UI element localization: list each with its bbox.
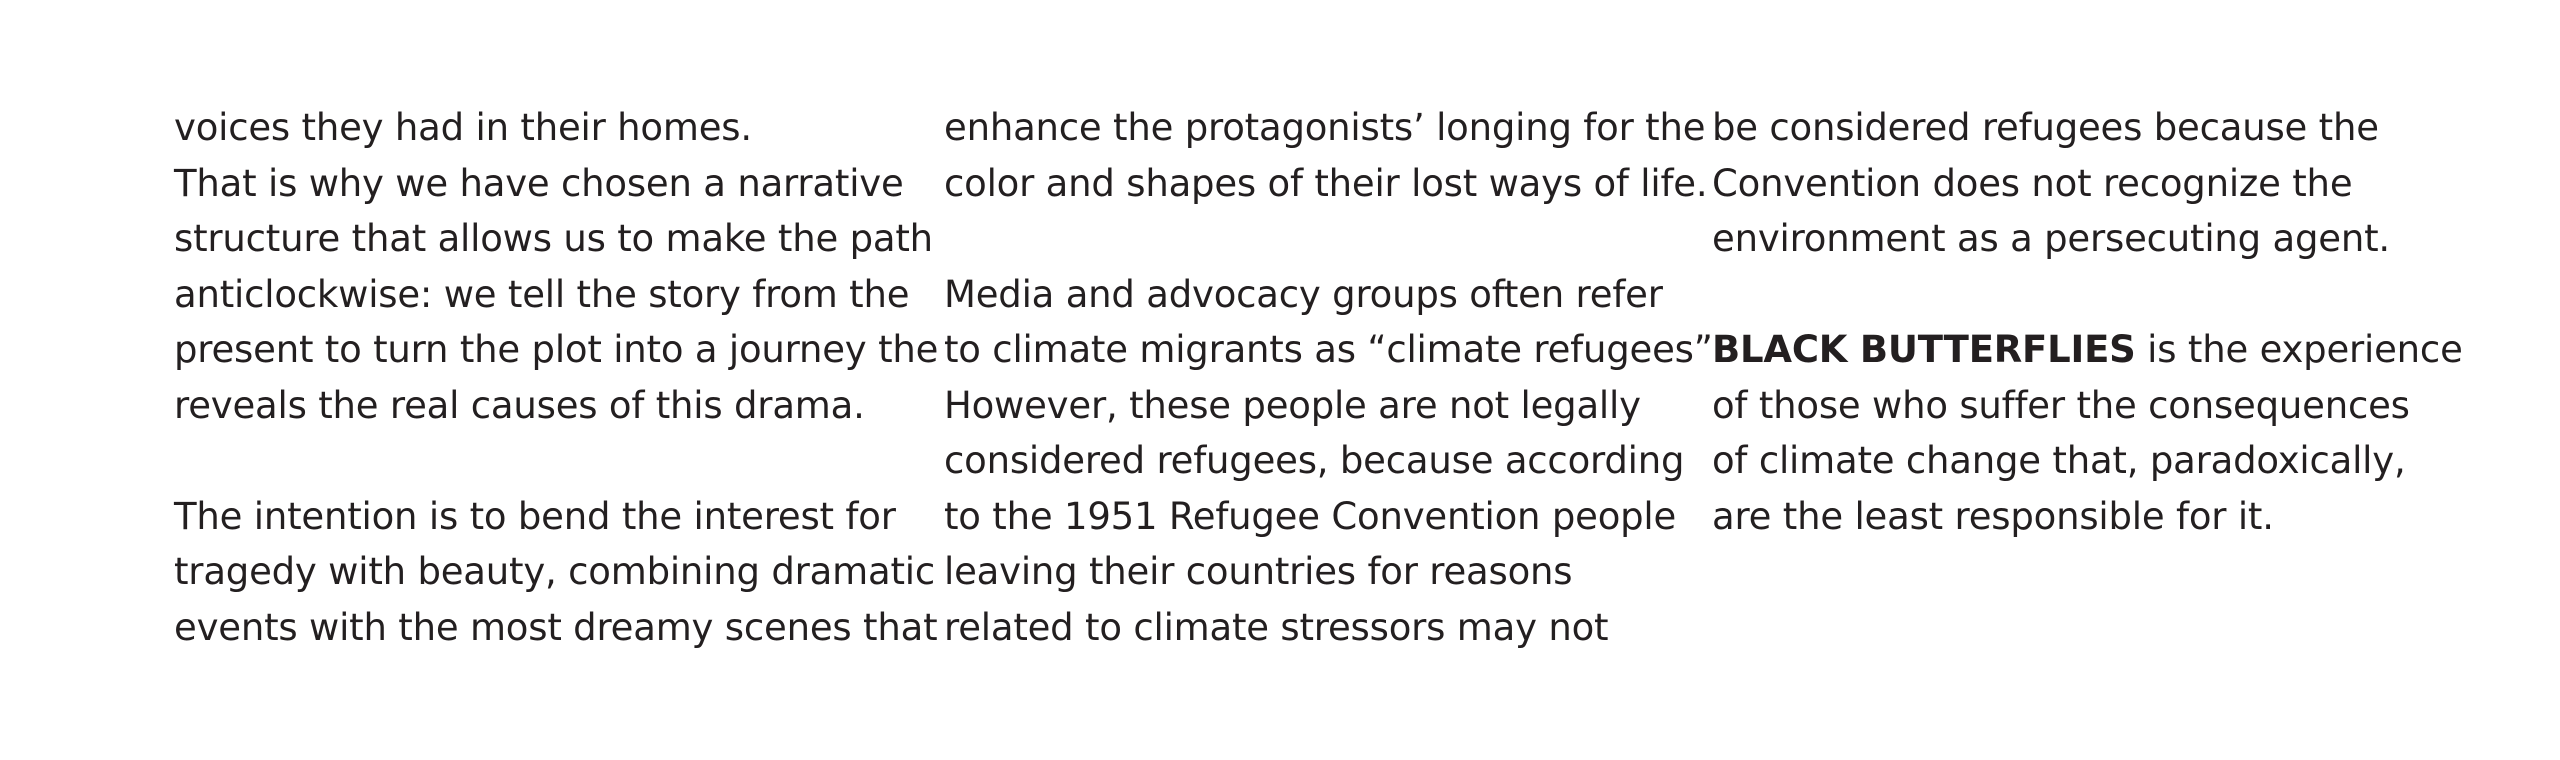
text-line: considered refugees, because according — [944, 439, 1685, 482]
text-line: of climate change that, paradoxically, — [1712, 439, 2406, 482]
text-line: environment as a persecuting agent. — [1712, 217, 2390, 260]
text-line — [1712, 322, 2472, 378]
text-line: tragedy with beauty, combining dramatic — [174, 550, 935, 593]
text-column-2 — [944, 100, 1725, 655]
text-run: is the experience — [2135, 328, 2463, 371]
text-line: be considered refugees because the — [1712, 106, 2379, 149]
text-line: of those who suffer the consequences — [1712, 383, 2410, 427]
text-line: events with the most dreamy scenes that — [174, 605, 938, 649]
text-line: are the least responsible for it. — [1712, 494, 2274, 538]
text-line: reveals the real causes of this drama. — [174, 383, 865, 427]
text-line: voices they had in their homes. — [174, 106, 752, 149]
text-line: However, these people are not legally — [944, 383, 1641, 427]
paragraph-gap — [944, 211, 1704, 267]
text-line: anticlockwise: we tell the story from the — [174, 272, 910, 316]
text-line: Media and advocacy groups often refer — [944, 272, 1663, 316]
text-line: present to turn the plot into a journey the — [174, 328, 939, 371]
text-line: color and shapes of their lost ways of life. — [944, 161, 1708, 205]
paragraph-gap — [174, 433, 934, 489]
text-line: related to climate stressors may not — [944, 605, 1609, 649]
text-line: to the 1951 Refugee Convention people — [944, 494, 1677, 538]
text-line: enhance the protagonists’ longing for the — [944, 106, 1706, 149]
text-line: That is why we have chosen a narrative — [174, 161, 904, 205]
text-column-3 — [1712, 100, 2472, 544]
text-line: The intention is to bend the interest for — [174, 494, 896, 538]
text-line: to climate migrants as “climate refugees”. — [944, 328, 1725, 371]
text-line: Convention does not recognize the — [1712, 161, 2353, 205]
text-column-1 — [174, 100, 939, 655]
text-line: structure that allows us to make the path — [174, 217, 933, 260]
text-line: leaving their countries for reasons — [944, 550, 1573, 593]
paragraph-gap — [1712, 267, 2472, 323]
film-title: BLACK BUTTERFLIES — [1712, 328, 2136, 371]
